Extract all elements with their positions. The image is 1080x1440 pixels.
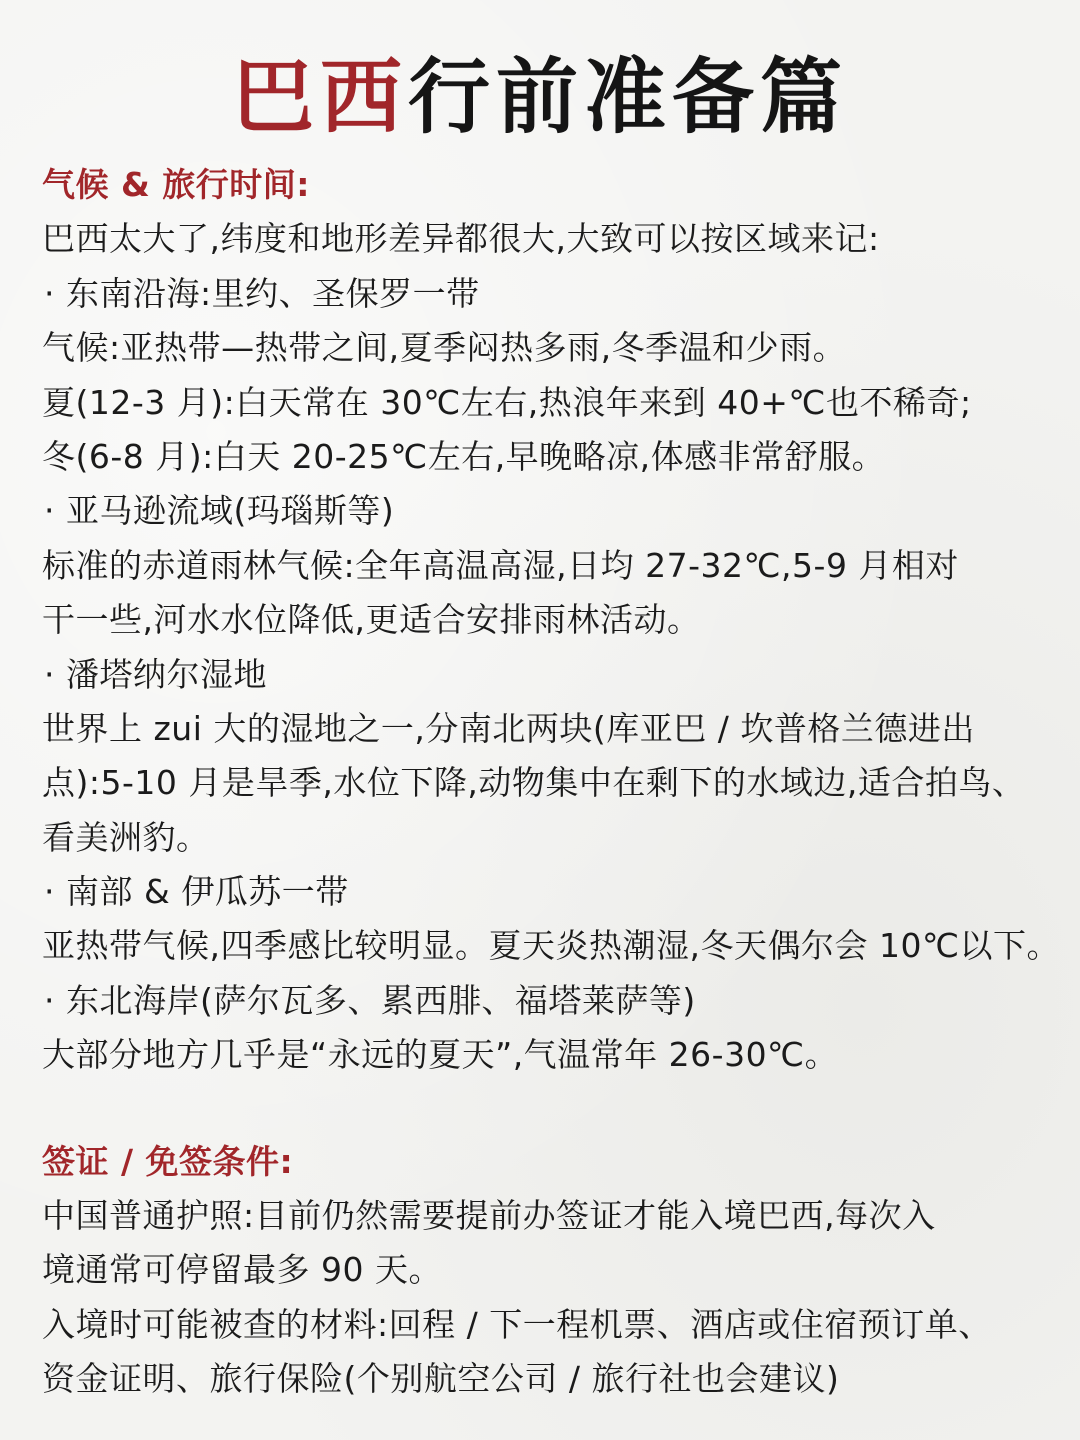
section-heading-visa: 签证 / 免签条件: <box>42 1141 294 1181</box>
title-rest: 行前准备篇 <box>408 50 849 145</box>
text-line: 境通常可停留最多 90 天。 <box>42 1250 442 1290</box>
article-body <box>42 158 1062 1407</box>
text-line: 大部分地方几乎是“永远的夏天”,气温常年 26-30℃。 <box>42 1035 839 1075</box>
text-line: 世界上 zui 大的湿地之一,分南北两块(库亚巴 / 坎普格兰德进出 <box>42 708 975 748</box>
region-heading: · 东南沿海:里约、圣保罗一带 <box>44 273 480 313</box>
page-title <box>0 48 1080 148</box>
title-accent: 巴西 <box>231 50 408 145</box>
text-line: 点):5-10 月是旱季,水位下降,动物集中在剩下的水域边,适合拍鸟、 <box>42 763 1026 803</box>
text-line: 夏(12-3 月):白天常在 30℃左右,热浪年来到 40+℃也不稀奇; <box>42 382 972 422</box>
text-line: 中国普通护照:目前仍然需要提前办签证才能入境巴西,每次入 <box>42 1196 936 1236</box>
region-heading: · 潘塔纳尔湿地 <box>44 654 267 694</box>
text-line: 气候:亚热带—热带之间,夏季闷热多雨,冬季温和少雨。 <box>42 328 847 368</box>
text-line: 亚热带气候,四季感比较明显。夏天炎热潮湿,冬天偶尔会 10℃以下。 <box>42 926 1061 966</box>
region-heading: · 东北海岸(萨尔瓦多、累西腓、福塔莱萨等) <box>44 980 696 1020</box>
text-line: 标准的赤道雨林气候:全年高温高湿,日均 27-32℃,5-9 月相对 <box>42 545 959 585</box>
region-heading: · 亚马逊流域(玛瑙斯等) <box>44 491 395 531</box>
text-line: 看美洲豹。 <box>42 817 210 857</box>
section-spacer <box>42 1083 1062 1135</box>
text-line: 入境时可能被查的材料:回程 / 下一程机票、酒店或住宿预订单、 <box>42 1304 992 1344</box>
text-line: 巴西太大了,纬度和地形差异都很大,大致可以按区域来记: <box>42 219 880 259</box>
section-heading-climate: 气候 & 旅行时间: <box>42 165 310 204</box>
text-line: 干一些,河水水位降低,更适合安排雨林活动。 <box>42 600 701 640</box>
region-heading: · 南部 & 伊瓜苏一带 <box>44 872 349 912</box>
text-line: 冬(6-8 月):白天 20-25℃左右,早晚略凉,体感非常舒服。 <box>42 436 886 476</box>
text-line: 资金证明、旅行保险(个别航空公司 / 旅行社也会建议) <box>42 1359 840 1399</box>
